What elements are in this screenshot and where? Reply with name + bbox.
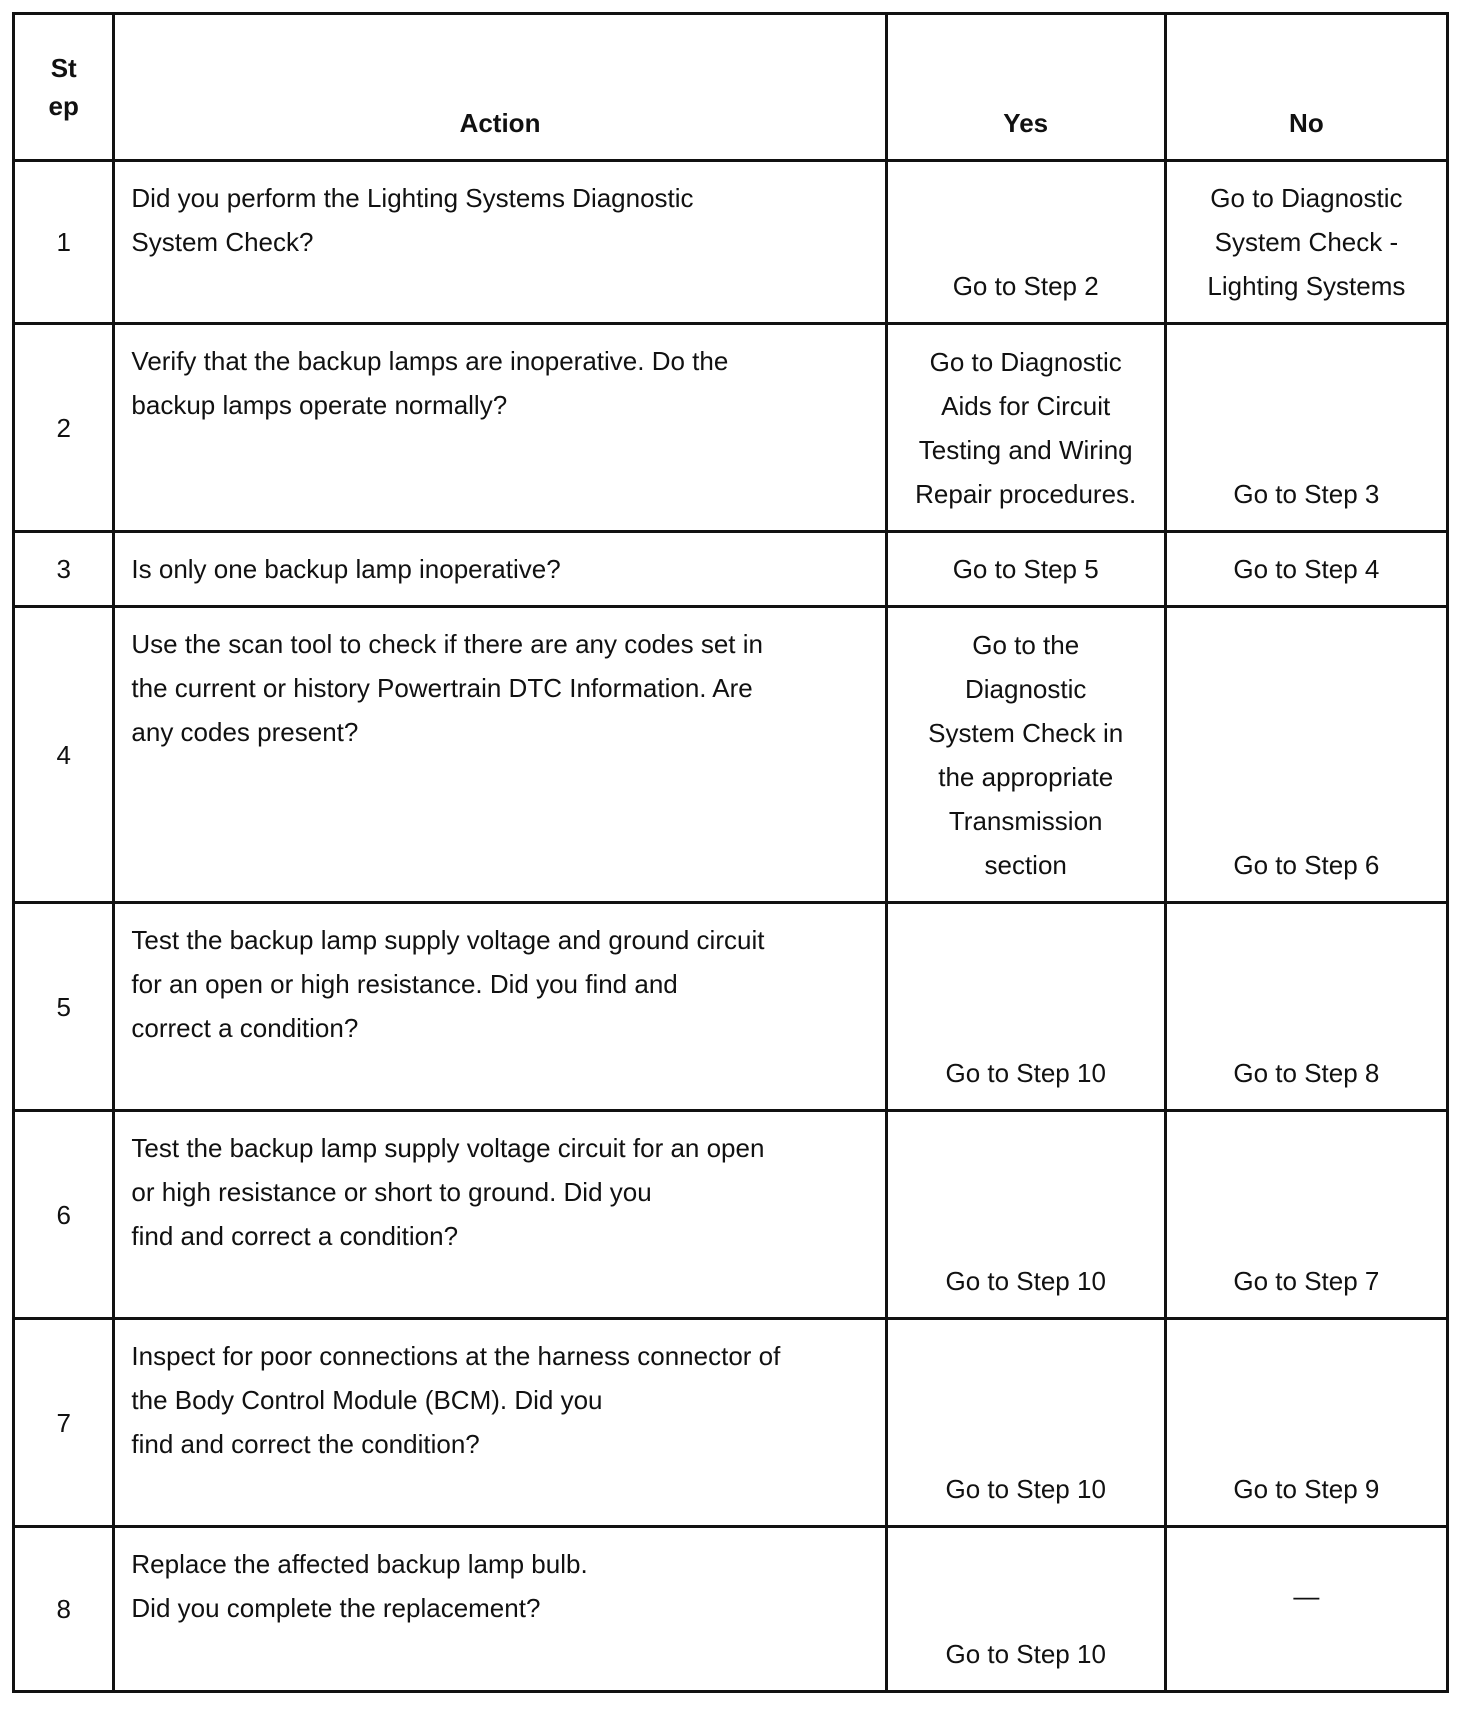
yes-line: Testing and Wiring: [918, 435, 1133, 465]
no-cell: [1165, 1111, 1447, 1319]
action-line: backup lamps operate normally?: [131, 390, 508, 420]
action-line: correct a condition?: [131, 1013, 359, 1043]
yes-line: Go to Step 5: [952, 554, 1099, 584]
action-cell: [114, 607, 886, 903]
action-line: Verify that the backup lamps are inoperative. Do the: [131, 346, 729, 376]
diagnostic-table: [12, 12, 1449, 1693]
yes-line: Go to Step 10: [945, 1058, 1106, 1088]
header-no: No: [1165, 14, 1447, 161]
table-row: [14, 903, 1448, 1111]
step-number: 3: [14, 532, 114, 607]
action-cell: [114, 1111, 886, 1319]
yes-line: section: [984, 850, 1067, 880]
action-cell: [114, 1319, 886, 1527]
yes-cell: [886, 607, 1165, 903]
table-row: [14, 532, 1448, 607]
no-cell: [1165, 607, 1447, 903]
action-line: Is only one backup lamp inoperative?: [131, 554, 561, 584]
no-cell: [1165, 903, 1447, 1111]
action-cell: [114, 1527, 886, 1692]
action-line: Test the backup lamp supply voltage and ground circuit: [131, 925, 765, 955]
action-line: the current or history Powertrain DTC Information. Are: [131, 673, 753, 703]
no-line: Go to Step 6: [1233, 850, 1380, 880]
table-row: [14, 1527, 1448, 1692]
no-line: Go to Diagnostic: [1210, 183, 1403, 213]
yes-cell: [886, 1527, 1165, 1692]
yes-cell: [886, 903, 1165, 1111]
action-line: Did you perform the Lighting Systems Diagnostic: [131, 183, 694, 213]
header-step-line-2: ep: [48, 91, 79, 121]
action-line: the Body Control Module (BCM). Did you: [131, 1385, 603, 1415]
yes-line: Go to Step 2: [952, 271, 1099, 301]
no-line: Go to Step 4: [1233, 554, 1380, 584]
yes-line: Go to Step 10: [945, 1639, 1106, 1669]
yes-cell: [886, 1111, 1165, 1319]
no-cell: [1165, 161, 1447, 324]
action-line: find and correct the condition?: [131, 1429, 480, 1459]
header-action: Action: [114, 14, 886, 161]
no-line: Go to Step 7: [1233, 1266, 1380, 1296]
yes-line: the appropriate: [938, 762, 1114, 792]
action-line: Did you complete the replacement?: [131, 1593, 541, 1623]
table-row: [14, 607, 1448, 903]
action-line: Test the backup lamp supply voltage circuit for an open: [131, 1133, 765, 1163]
yes-line: Go to Step 10: [945, 1474, 1106, 1504]
table-row: [14, 324, 1448, 532]
no-cell: [1165, 1527, 1447, 1692]
action-cell: [114, 903, 886, 1111]
action-line: for an open or high resistance. Did you find and: [131, 969, 678, 999]
header-step-line-1: St: [50, 53, 77, 83]
yes-line: Go to the: [972, 630, 1080, 660]
step-number: 4: [14, 607, 114, 903]
no-line: Go to Step 8: [1233, 1058, 1380, 1088]
step-number: 6: [14, 1111, 114, 1319]
no-cell: [1165, 1319, 1447, 1527]
yes-line: System Check in: [928, 718, 1124, 748]
yes-cell: [886, 532, 1165, 607]
action-line: Use the scan tool to check if there are any codes set in: [131, 629, 763, 659]
yes-cell: [886, 324, 1165, 532]
action-line: Replace the affected backup lamp bulb.: [131, 1549, 588, 1579]
action-cell: [114, 324, 886, 532]
no-line: Go to Step 9: [1233, 1474, 1380, 1504]
action-line: any codes present?: [131, 717, 359, 747]
table-row: [14, 161, 1448, 324]
table-row: [14, 1111, 1448, 1319]
header-step: [14, 14, 114, 161]
step-number: 8: [14, 1527, 114, 1692]
action-line: find and correct a condition?: [131, 1221, 459, 1251]
yes-cell: [886, 1319, 1165, 1527]
no-dash: —: [1293, 1581, 1320, 1611]
no-cell: [1165, 324, 1447, 532]
step-number: 5: [14, 903, 114, 1111]
no-line: Go to Step 3: [1233, 479, 1380, 509]
step-number: 1: [14, 161, 114, 324]
action-line: Inspect for poor connections at the harness connector of: [131, 1341, 781, 1371]
table-row: [14, 1319, 1448, 1527]
yes-line: Aids for Circuit: [941, 391, 1111, 421]
step-number: 2: [14, 324, 114, 532]
yes-line: Go to Step 10: [945, 1266, 1106, 1296]
action-line: or high resistance or short to ground. Did you: [131, 1177, 652, 1207]
action-line: System Check?: [131, 227, 314, 257]
no-line: Lighting Systems: [1207, 271, 1406, 301]
yes-cell: [886, 161, 1165, 324]
yes-line: Go to Diagnostic: [929, 347, 1122, 377]
action-cell: [114, 161, 886, 324]
yes-line: Repair procedures.: [915, 479, 1137, 509]
no-line: System Check -: [1214, 227, 1399, 257]
no-cell: [1165, 532, 1447, 607]
step-number: 7: [14, 1319, 114, 1527]
header-yes: Yes: [886, 14, 1165, 161]
yes-line: Diagnostic: [965, 674, 1087, 704]
table-header-row: [14, 14, 1448, 161]
yes-line: Transmission: [948, 806, 1103, 836]
action-cell: [114, 532, 886, 607]
